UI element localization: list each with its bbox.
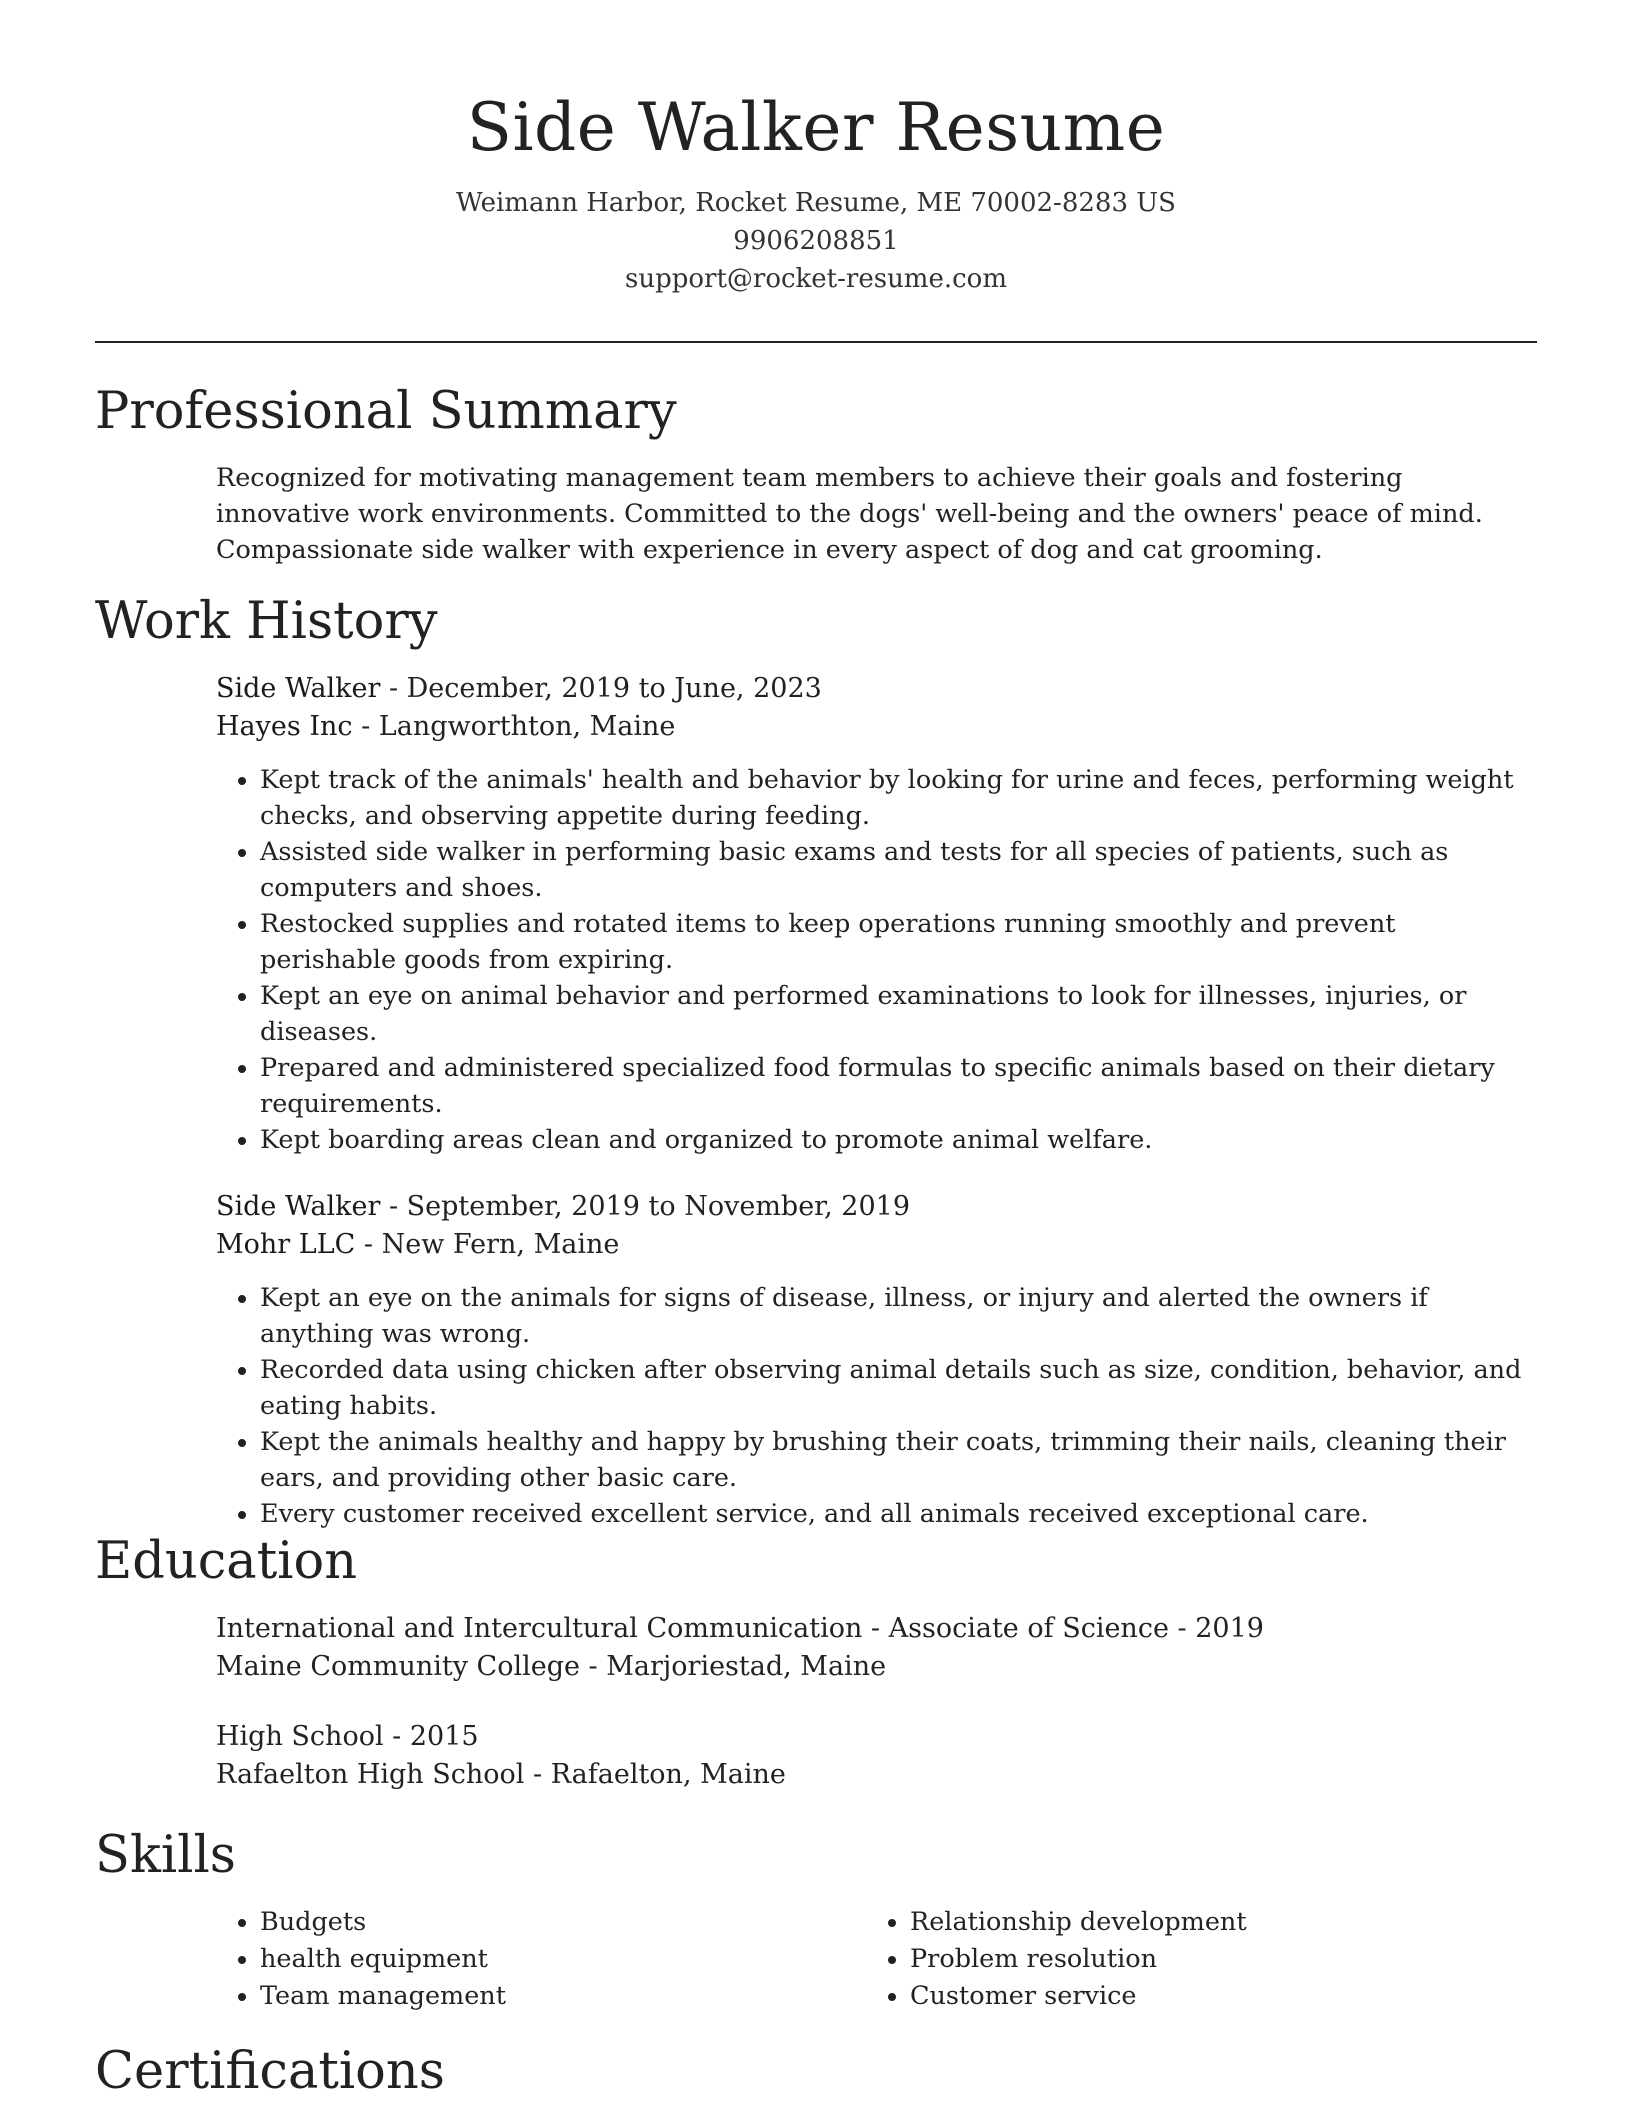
list-item: • Kept boarding areas clean and organized to promote animal welfare. (260, 1122, 1536, 1158)
summary-section (216, 460, 1536, 568)
job-company-line (216, 708, 1536, 746)
list-item: • Budgets (260, 1904, 866, 1941)
address-text: Weimann Harbor, Rocket Resume, ME 70002-8283 US (455, 188, 1176, 218)
job-dates: - September, 2019 to November, 2019 (380, 1191, 910, 1222)
education-section (216, 1610, 1536, 1794)
skills-list (866, 1904, 1516, 2015)
list-item: • Restocked supplies and rotated items to keep operations running smoothly and prevent perishable goods from expiring. (260, 906, 1536, 978)
section-title-education: Education (95, 1532, 358, 1591)
job-bullets (216, 762, 1536, 1158)
list-item: • Prepared and administered specialized food formulas to specific animals based on their dietary requirements. (260, 1050, 1536, 1122)
school-line: Maine Community College - Marjoriestad, Maine (216, 1651, 887, 1682)
skills-grid (216, 1904, 1536, 2015)
degree-line: International and Intercultural Communication - Associate of Science - 2019 (216, 1613, 1264, 1644)
job-dates: - December, 2019 to June, 2023 (380, 673, 822, 704)
email-text: support@rocket-resume.com (624, 264, 1007, 294)
list-item: • Recorded data using chicken after observing animal details such as size, condition, behavior, and eating habits. (260, 1352, 1536, 1424)
skills-column-right (866, 1904, 1516, 2015)
section-title-skills: Skills (95, 1826, 236, 1885)
phone-text: 9906208851 (733, 226, 899, 256)
section-title-summary: Professional Summary (95, 382, 677, 441)
list-item: • Team management (260, 1978, 866, 2015)
resume-header (0, 0, 1632, 298)
job-entry (216, 670, 1536, 1158)
list-item: • Problem resolution (910, 1941, 1516, 1978)
job-entry (216, 1188, 1536, 1532)
list-item: • health equipment (260, 1941, 866, 1978)
job-role: Side Walker (216, 673, 381, 704)
page-title: Side Walker Resume (466, 89, 1166, 166)
job-company: Mohr LLC (216, 1229, 356, 1260)
job-location: - New Fern, Maine (355, 1229, 620, 1260)
contact-block (0, 184, 1632, 298)
job-company-line (216, 1226, 1536, 1264)
list-item: • Kept track of the animals' health and behavior by looking for urine and feces, performing weight checks, and observing appetite during feeding. (260, 762, 1536, 834)
skills-column-left (216, 1904, 866, 2015)
job-company: Hayes Inc (216, 711, 353, 742)
job-location: - Langworthton, Maine (352, 711, 676, 742)
list-item: • Relationship development (910, 1904, 1516, 1941)
list-item: • Kept an eye on animal behavior and performed examinations to look for illnesses, injuries, or diseases. (260, 978, 1536, 1050)
section-title-work: Work History (95, 592, 438, 651)
job-bullets (216, 1280, 1536, 1532)
list-item: • Customer service (910, 1978, 1516, 2015)
section-title-certifications: Certifications (95, 2042, 445, 2101)
education-entry (216, 1718, 1536, 1794)
list-item: • Every customer received excellent service, and all animals received exceptional care. (260, 1496, 1536, 1532)
degree-line: High School - 2015 (216, 1721, 479, 1752)
skills-section (216, 1904, 1536, 2015)
summary-text: Recognized for motivating management team members to achieve their goals and fostering innovative work environments. Committed to the dogs' well-being and the owners' peace of mind. Compassionate side walker with experience in every aspect of dog and cat grooming. (216, 463, 1483, 565)
list-item: • Kept an eye on the animals for signs of disease, illness, or injury and alerted the owners if anything was wrong. (260, 1280, 1536, 1352)
skills-list (216, 1904, 866, 2015)
header-divider (95, 341, 1537, 343)
job-title-line (216, 1188, 1536, 1226)
list-item: • Assisted side walker in performing basic exams and tests for all species of patients, such as computers and shoes. (260, 834, 1536, 906)
list-item: • Kept the animals healthy and happy by brushing their coats, trimming their nails, cleaning their ears, and providing other basic care. (260, 1424, 1536, 1496)
education-entry (216, 1610, 1536, 1686)
job-role: Side Walker (216, 1191, 381, 1222)
job-title-line (216, 670, 1536, 708)
school-line: Rafaelton High School - Rafaelton, Maine (216, 1759, 786, 1790)
work-section (216, 670, 1536, 1532)
